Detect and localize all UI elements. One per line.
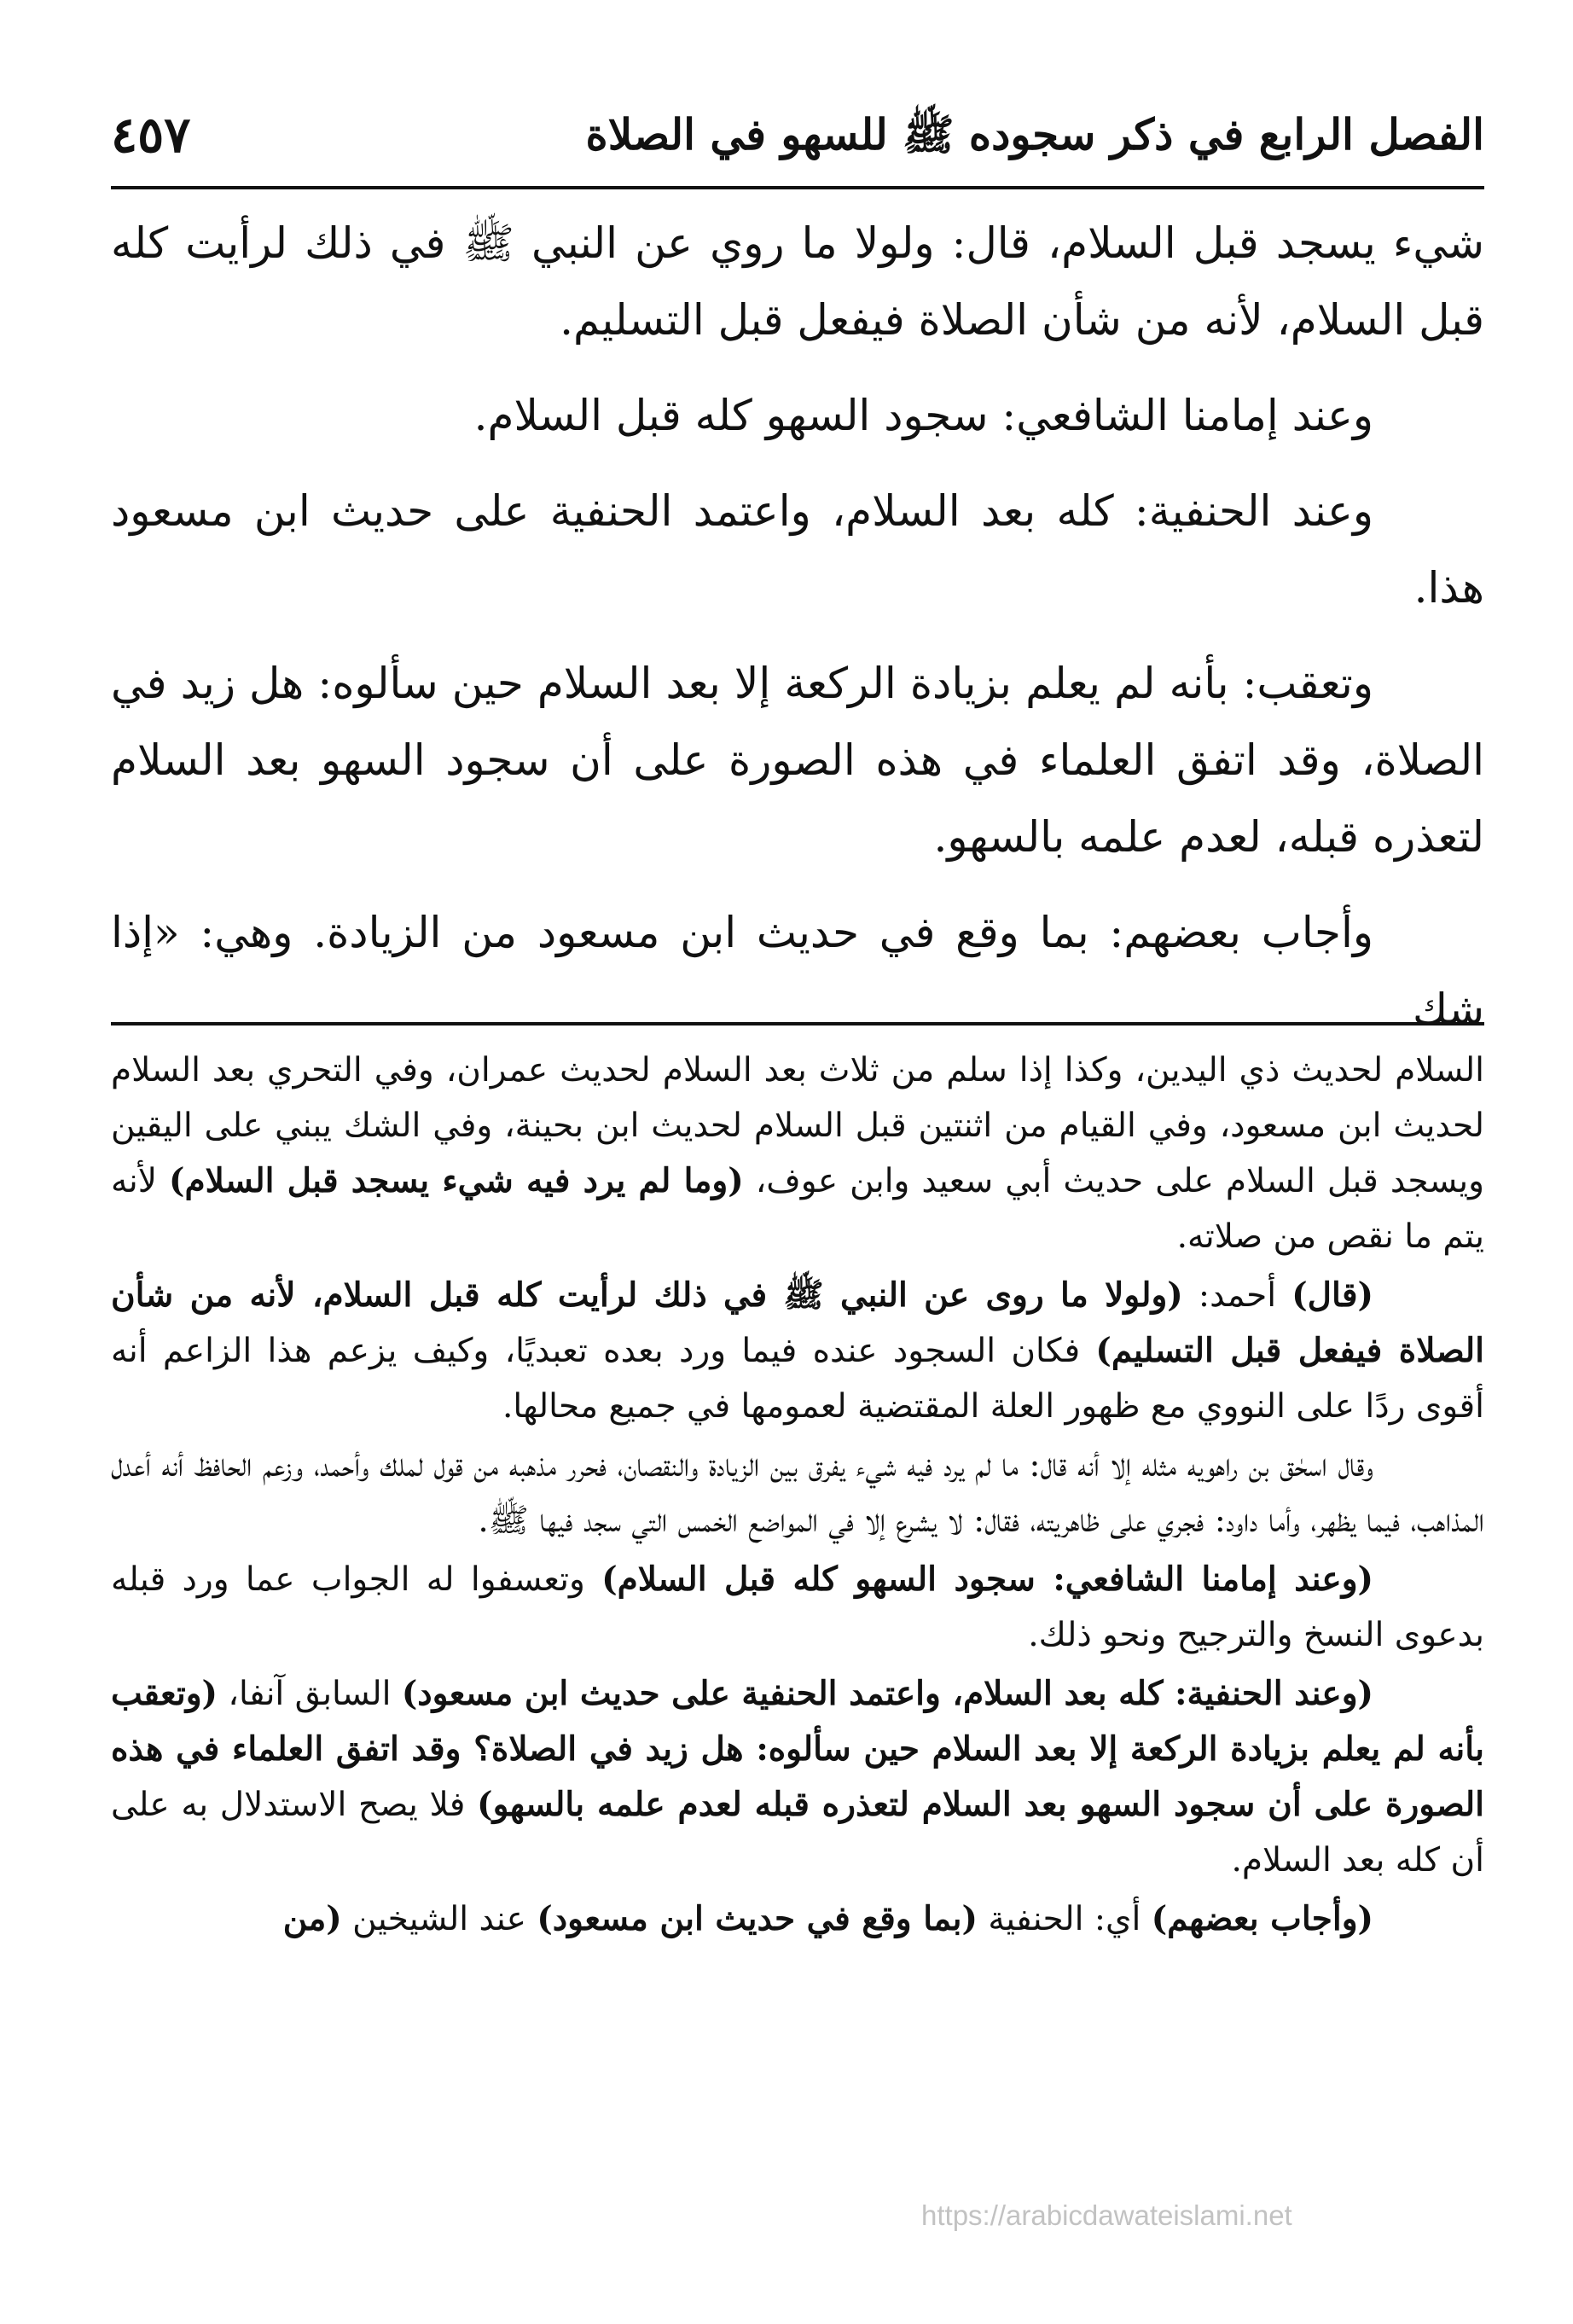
commentary-paragraph [111,1552,1484,1663]
commentary-paragraph [111,1666,1484,1888]
commentary-paragraph [111,1438,1484,1548]
commentary-text: لأنه يتم ما نقص من صلاته. [111,1162,1484,1256]
chapter-title: الفصل الرابع في ذكر سجوده ﷺ للسهو في الصلاة [585,109,1484,160]
quoted-matn: (وتعقب بأنه لم يعلم بزيادة الركعة إلا بعد السلام حين سألوه: هل زيد في الصلاة؟ وقد اتفق العلماء في هذه الصورة على أن سجود السهو بعد السلام لتعذره قبله لعدم علمه بالسهو) [111,1674,1484,1824]
commentary-text: السابق آنفا، [217,1675,402,1713]
main-paragraph: شيء يسجد قبل السلام، قال: ولولا ما روي عن النبي ﷺ في ذلك لرأيت كله قبل السلام، لأنه من شأن الصلاة فيفعل قبل التسليم. [111,218,1484,345]
quoted-matn: (وأجاب بعضهم) [1151,1899,1373,1938]
main-paragraph: وأجاب بعضهم: بما وقع في حديث ابن مسعود من الزيادة. وهي: «إذا شك [111,908,1484,1034]
commentary-text: وتعسفوا له الجواب عما ورد قبله بدعوى النسخ والترجيح ونحو ذلك. [111,1560,1484,1654]
commentary-text: وقال اسحٰق بن راهويه مثله إلا أنه قال: ما لم يرد فيه شيء يفرق بين الزيادة والنقصان، فحرر مذهبه من قول لملك وأحمد، وزعم الحافظ أنه أعدل المذاهب، فيما يظهر، وأما داود: فجري على ظاهريته، فقال: لا يشرع إلا في المواضع الخمس التي سجد فيها ﷺ. [111,1446,1484,1540]
commentary [111,1043,1484,1950]
commentary-text: عند الشيخين [341,1900,537,1938]
watermark-url: https://arabicdawateislami.net [921,2199,1292,2231]
quoted-matn: (بما وقع في حديث ابن مسعود) [537,1899,978,1938]
quoted-matn: (وعند إمامنا الشافعي: سجود السهو كله قبل السلام) [601,1560,1373,1599]
quoted-matn: (وما لم يرد فيه شيء يسجد قبل السلام) [169,1161,744,1200]
main-text [111,205,1484,1048]
main-paragraph: وتعقب: بأنه لم يعلم بزيادة الركعة إلا بعد السلام حين سألوه: هل زيد في الصلاة، وقد اتفق العلماء في هذه الصورة على أن سجود السهو بعد السلام لتعذره قبله، لعدم علمه بالسهو. [111,659,1484,862]
commentary-paragraph [111,1891,1484,1947]
commentary-text: السلام لحديث ذي اليدين، وكذا إذا سلم من ثلاث بعد السلام لحديث عمران، وفي التحري بعد السلام لحديث ابن مسعود، وفي القيام من اثنتين قبل السلام لحديث ابن بحينة، وفي الشك يبني على اليقين ويسجد قبل السلام على حديث أبي سعيد وابن عوف، [111,1051,1484,1200]
main-paragraph: وعند إمامنا الشافعي: سجود السهو كله قبل السلام. [473,391,1373,440]
commentary-rule [111,1022,1484,1025]
quoted-matn: (قال) [1291,1275,1373,1315]
running-header [111,101,1484,177]
main-paragraph: وعند الحنفية: كله بعد السلام، واعتمد الحنفية على حديث ابن مسعود هذا. [111,486,1484,613]
quoted-matn: (ولولا ما روى عن النبي ﷺ في ذلك لرأيت كله قبل السلام، لأنه من شأن الصلاة فيفعل قبل التسليم) [111,1275,1485,1370]
page-number: ٤٥٧ [111,106,191,164]
quoted-matn: (من [282,1899,342,1938]
commentary-text: فلا يصح الاستدلال به على أن كله بعد السلام. [111,1786,1484,1880]
quoted-matn: (وعند الحنفية: كله بعد السلام، واعتمد الحنفية على حديث ابن مسعود) [401,1674,1373,1713]
commentary-text: أحمد: [1182,1276,1292,1315]
commentary-text: فكان السجود عنده فيما ورد بعده تعبديًا، وكيف يزعم هذا الزاعم أنه أقوى ردًا على النووي مع ظهور العلة المقتضية لعمومها في جميع محالها. [111,1332,1484,1426]
header-rule [111,186,1484,189]
commentary-paragraph [111,1043,1484,1264]
commentary-paragraph [111,1268,1484,1434]
commentary-text: أي: الحنفية [977,1900,1152,1938]
